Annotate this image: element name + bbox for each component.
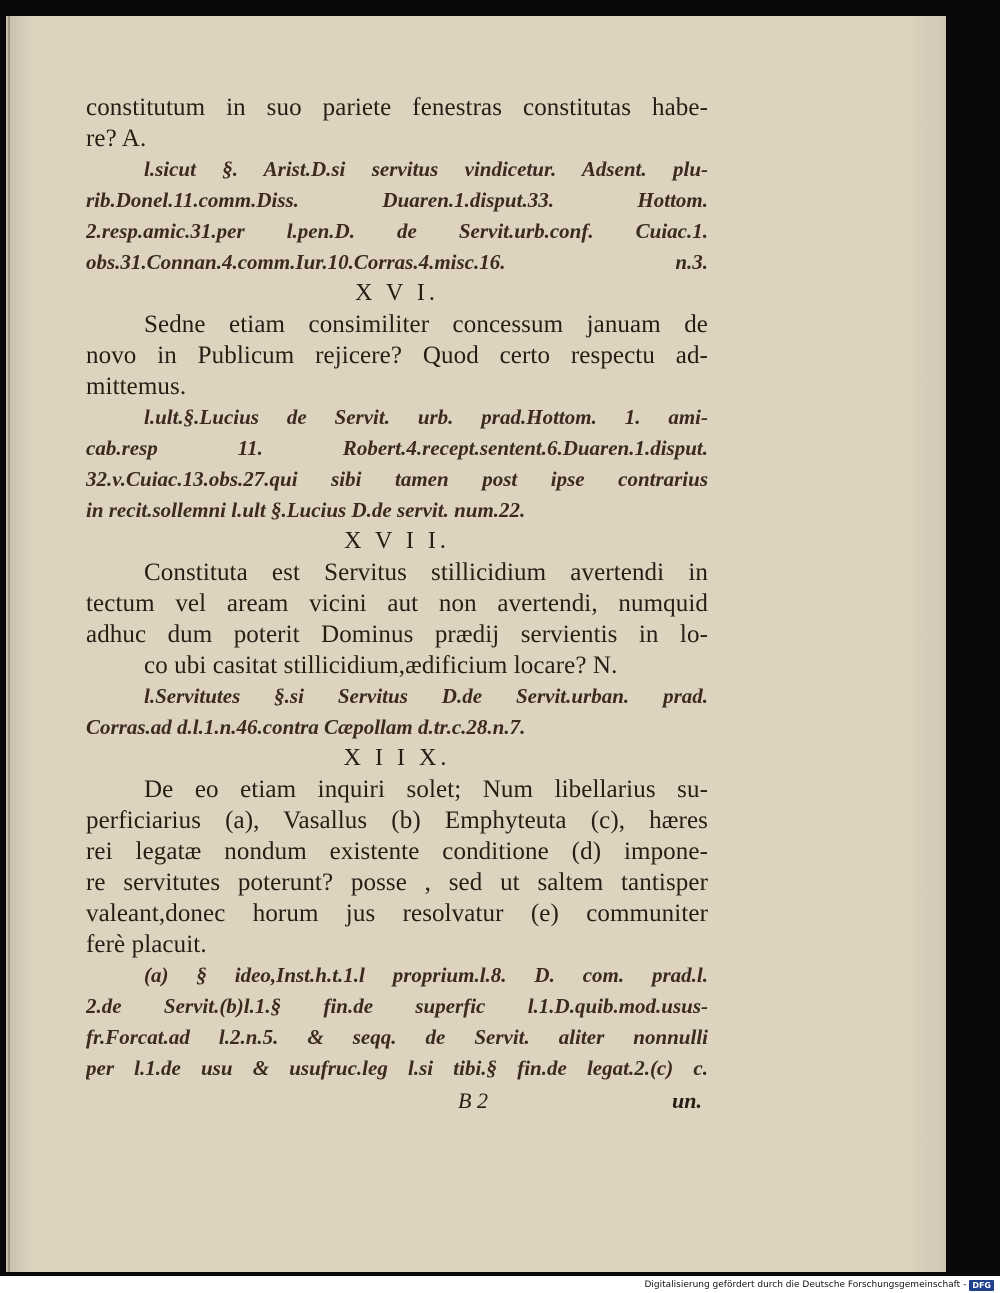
citation-line: rib.Donel.11.comm.Diss. Duaren.1.disput.33. Hottom. [86, 188, 708, 212]
citation-line: 2.de Servit.(b)l.1.§ fin.de superfic l.1.D.quib.mod.usus- [86, 994, 708, 1018]
digitization-credit [644, 1279, 994, 1291]
citation-line: l.Servitutes §.si Servitus D.de Servit.urban. prad. [144, 684, 708, 708]
signature-mark: B 2 [458, 1088, 488, 1113]
text-line: co ubi casitat stillicidium,ædificium locare? N. [144, 652, 618, 679]
page-foot [86, 1084, 708, 1118]
text-line: valeant,donec horum jus resolvatur (e) communiter [86, 900, 708, 927]
citation-line: l.sicut §. Arist.D.si servitus vindicetur. Adsent. plu- [144, 157, 708, 181]
text-line: ferè placuit. [86, 931, 207, 958]
section-heading: X I I X. [343, 745, 451, 771]
citation-line: 2.resp.amic.31.per l.pen.D. de Servit.urb.conf. Cuiac.1. [86, 219, 708, 243]
citation-line: obs.31.Connan.4.comm.Iur.10.Corras.4.misc.16. n.3. [86, 250, 708, 274]
citation-line: cab.resp 11. Robert.4.recept.sentent.6.Duaren.1.disput. [86, 436, 708, 460]
page-gutter-edge [8, 16, 10, 1272]
text-line: mittemus. [86, 373, 187, 400]
citation-line: in recit.sollemni l.ult §.Lucius D.de servit. num.22. [86, 498, 526, 522]
text-line: novo in Publicum rejicere? Quod certo respectu ad- [86, 342, 708, 369]
credit-text: Digitalisierung gefördert durch die Deutsche Forschungsgemeinschaft - [644, 1280, 967, 1290]
page-text [86, 92, 708, 1118]
dfg-logo-icon: DFG [969, 1280, 994, 1291]
text-line: rei legatæ nondum existente conditione (d) impone- [86, 838, 708, 865]
citation-line: Corras.ad d.l.1.n.46.contra Cæpollam d.tr.c.28.n.7. [86, 715, 526, 739]
citation-line: l.ult.§.Lucius de Servit. urb. prad.Hottom. 1. ami- [144, 405, 708, 429]
text-line: De eo etiam inquiri solet; Num libellarius su- [144, 776, 708, 803]
text-line: tectum vel aream vicini aut non avertendi, numquid [86, 590, 708, 617]
citation-line: fr.Forcat.ad l.2.n.5. & seqq. de Servit. aliter nonnulli [86, 1025, 708, 1049]
citation-line: (a) § ideo,Inst.h.t.1.l proprium.l.8. D. com. prad.l. [144, 963, 708, 987]
section-heading: X V I I. [344, 528, 450, 554]
citation-line: 32.v.Cuiac.13.obs.27.qui sibi tamen post ipse contrarius [86, 467, 708, 491]
text-line: re servitutes poterunt? posse , sed ut saltem tantisper [86, 869, 708, 896]
text-line: perficiarius (a), Vasallus (b) Emphyteuta (c), hæres [86, 807, 708, 834]
text-line: adhuc dum poterit Dominus prædij servientis in lo- [86, 621, 708, 648]
text-line: Sedne etiam consimiliter concessum januam de [144, 311, 708, 338]
catchword: un. [672, 1088, 702, 1113]
section-heading: X V I. [355, 280, 439, 306]
citation-line: per l.1.de usu & usufruc.leg l.si tibi.§ fin.de legat.2.(c) c. [86, 1056, 708, 1080]
text-line: re? A. [86, 125, 147, 152]
text-line: constitutum in suo pariete fenestras constitutas habe- [86, 94, 708, 121]
text-line: Constituta est Servitus stillicidium avertendi in [144, 559, 708, 586]
